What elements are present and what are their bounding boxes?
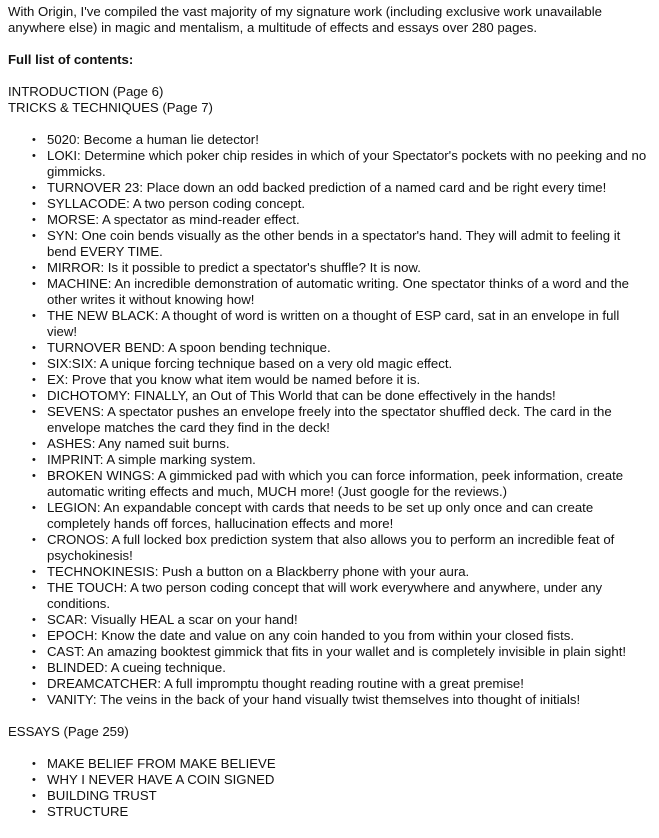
bullet-icon: • (32, 758, 36, 770)
trick-item (32, 180, 648, 196)
trick-item (32, 468, 648, 500)
trick-item (32, 692, 648, 708)
essay-item (32, 772, 648, 788)
trick-item (32, 452, 648, 468)
section-introduction: INTRODUCTION (Page 6) (8, 84, 164, 99)
bullet-icon: • (32, 358, 36, 370)
essay-item (32, 756, 648, 772)
essays-list (8, 756, 648, 820)
bullet-icon: • (32, 406, 36, 418)
trick-item-text: EPOCH: Know the date and value on any coin handed to you from within your closed fists. (47, 628, 575, 643)
trick-item-text: BROKEN WINGS: A gimmicked pad with which you can force information, peek information, create automatic writing effects and much, MUCH more! (Just google for the reviews.) (47, 468, 624, 499)
bullet-icon: • (32, 310, 36, 322)
bullet-icon: • (32, 150, 36, 162)
bullet-icon: • (32, 470, 36, 482)
trick-item-text: VANITY: The veins in the back of your hand visually twist themselves into thought of initials! (47, 692, 581, 707)
bullet-icon: • (32, 438, 36, 450)
trick-item-text: BLINDED: A cueing technique. (47, 660, 226, 675)
trick-item (32, 260, 648, 276)
trick-item (32, 196, 648, 212)
trick-item (32, 308, 648, 340)
bullet-icon: • (32, 806, 36, 818)
trick-item-text: THE NEW BLACK: A thought of word is written on a thought of ESP card, sat in an envelope in full view! (47, 308, 620, 339)
trick-item-text: LOKI: Determine which poker chip resides in which of your Spectator's pockets with no peeking and no gimmicks. (47, 148, 647, 179)
bullet-icon: • (32, 374, 36, 386)
essay-item (32, 788, 648, 804)
trick-item-text: SCAR: Visually HEAL a scar on your hand! (47, 612, 298, 627)
essay-item-text: STRUCTURE (47, 804, 129, 819)
trick-item (32, 580, 648, 612)
trick-item-text: MORSE: A spectator as mind-reader effect. (47, 212, 300, 227)
essay-item-text: BUILDING TRUST (47, 788, 157, 803)
bullet-icon: • (32, 790, 36, 802)
bullet-icon: • (32, 774, 36, 786)
trick-item (32, 436, 648, 452)
trick-item-text: CRONOS: A full locked box prediction system that also allows you to perform an incredible feat of psychokinesis! (47, 532, 615, 563)
section-essays: ESSAYS (Page 259) (8, 724, 129, 739)
intro-paragraph: With Origin, I've compiled the vast majority of my signature work (including exclusive work unavailable anywhere else) in magic and mentalism, a multitude of effects and essays over 280 pages. (8, 4, 602, 35)
trick-item-text: SYLLACODE: A two person coding concept. (47, 196, 306, 211)
trick-item (32, 148, 648, 180)
section-headings (8, 84, 648, 116)
trick-item-text: THE TOUCH: A two person coding concept that will work everywhere and anywhere, under any conditions. (47, 580, 603, 611)
bullet-icon: • (32, 134, 36, 146)
trick-item-text: ASHES: Any named suit burns. (47, 436, 230, 451)
trick-item (32, 404, 648, 436)
bullet-icon: • (32, 614, 36, 626)
trick-item-text: SYN: One coin bends visually as the other bends in a spectator's hand. They will admit to feeling it bend EVERY TIME. (47, 228, 621, 259)
bullet-icon: • (32, 582, 36, 594)
trick-item-text: TURNOVER BEND: A spoon bending technique. (47, 340, 331, 355)
trick-item-text: DREAMCATCHER: A full impromptu thought reading routine with a great premise! (47, 676, 524, 691)
trick-item (32, 676, 648, 692)
trick-item-text: TECHNOKINESIS: Push a button on a Blackberry phone with your aura. (47, 564, 470, 579)
bullet-icon: • (32, 454, 36, 466)
trick-item (32, 532, 648, 564)
trick-item (32, 228, 648, 260)
trick-item (32, 628, 648, 644)
trick-item (32, 356, 648, 372)
contents-heading: Full list of contents: (8, 52, 134, 67)
trick-item-text: MACHINE: An incredible demonstration of automatic writing. One spectator thinks of a word and the other writes it without knowing how! (47, 276, 630, 307)
trick-item-text: IMPRINT: A simple marking system. (47, 452, 256, 467)
trick-item-text: 5020: Become a human lie detector! (47, 132, 259, 147)
trick-item-text: SIX:SIX: A unique forcing technique based on a very old magic effect. (47, 356, 453, 371)
trick-item (32, 500, 648, 532)
bullet-icon: • (32, 534, 36, 546)
trick-item (32, 612, 648, 628)
bullet-icon: • (32, 566, 36, 578)
tricks-list (8, 132, 648, 708)
bullet-icon: • (32, 646, 36, 658)
essay-item-text: MAKE BELIEF FROM MAKE BELIEVE (47, 756, 276, 771)
bullet-icon: • (32, 182, 36, 194)
bullet-icon: • (32, 342, 36, 354)
trick-item-text: CAST: An amazing booktest gimmick that fits in your wallet and is completely invisible in plain sight! (47, 644, 627, 659)
bullet-icon: • (32, 694, 36, 706)
bullet-icon: • (32, 230, 36, 242)
trick-item (32, 132, 648, 148)
bullet-icon: • (32, 502, 36, 514)
trick-item-text: DICHOTOMY: FINALLY, an Out of This World that can be done effectively in the hands! (47, 388, 556, 403)
trick-item (32, 340, 648, 356)
trick-item (32, 564, 648, 580)
essay-item-text: WHY I NEVER HAVE A COIN SIGNED (47, 772, 275, 787)
trick-item (32, 276, 648, 308)
trick-item (32, 372, 648, 388)
bullet-icon: • (32, 678, 36, 690)
bullet-icon: • (32, 390, 36, 402)
trick-item (32, 660, 648, 676)
bullet-icon: • (32, 630, 36, 642)
trick-item-text: MIRROR: Is it possible to predict a spectator's shuffle? It is now. (47, 260, 421, 275)
section-tricks: TRICKS & TECHNIQUES (Page 7) (8, 100, 213, 115)
trick-item (32, 212, 648, 228)
trick-item (32, 388, 648, 404)
bullet-icon: • (32, 214, 36, 226)
bullet-icon: • (32, 198, 36, 210)
trick-item-text: LEGION: An expandable concept with cards that needs to be set up only once and can create completely hands off forces, hallucination effects and more! (47, 500, 594, 531)
trick-item-text: EX: Prove that you know what item would be named before it is. (47, 372, 421, 387)
trick-item-text: TURNOVER 23: Place down an odd backed prediction of a named card and be right every time! (47, 180, 607, 195)
bullet-icon: • (32, 662, 36, 674)
bullet-icon: • (32, 262, 36, 274)
bullet-icon: • (32, 278, 36, 290)
trick-item (32, 644, 648, 660)
essay-item (32, 804, 648, 820)
trick-item-text: SEVENS: A spectator pushes an envelope freely into the spectator shuffled deck. The card in the envelope matches the card they find in the deck! (47, 404, 612, 435)
